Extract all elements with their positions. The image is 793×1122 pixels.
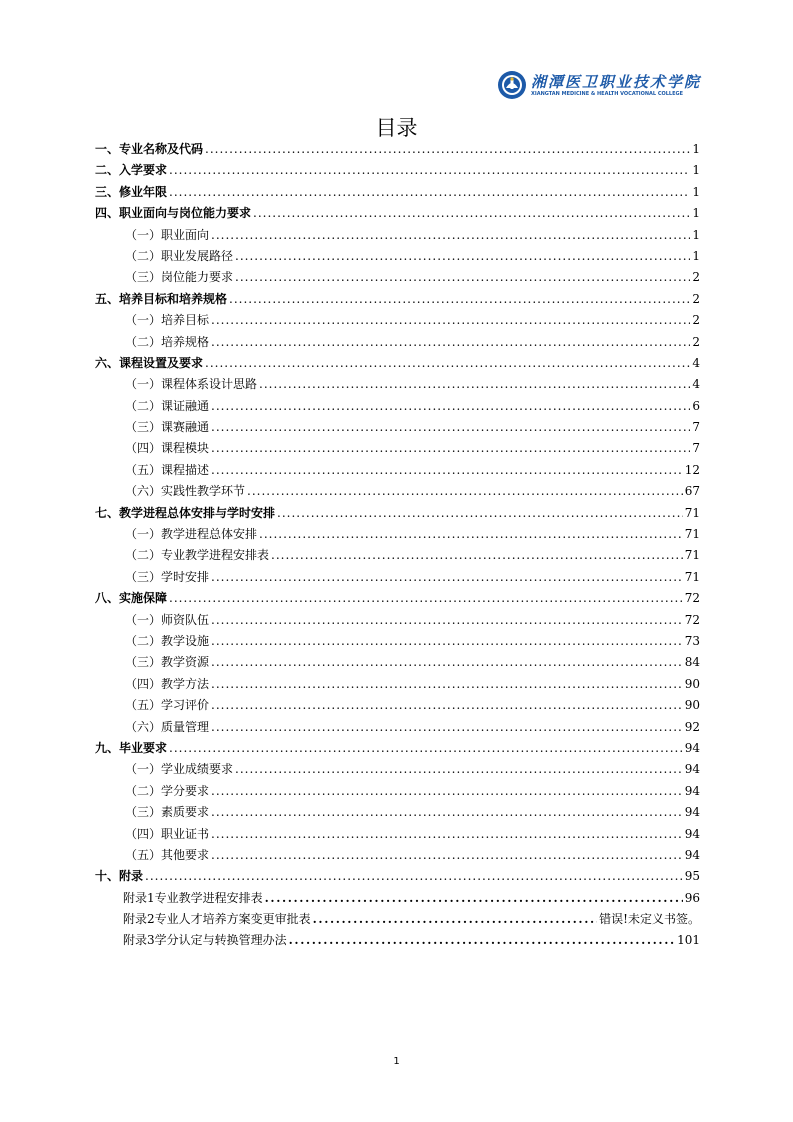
toc-entry-label: （三）教学资源 <box>125 655 210 670</box>
logo-chinese-name: 湘潭医卫职业技术学院 <box>531 73 702 91</box>
toc-entry-page: 94 <box>684 805 700 820</box>
toc-entry-label: 一、专业名称及代码 <box>95 142 204 156</box>
page-number: 1 <box>393 1056 400 1067</box>
toc-entry[interactable] <box>95 695 700 716</box>
toc-entry-label: 六、课程设置及要求 <box>95 355 204 370</box>
toc-entry-label: （三）学时安排 <box>125 569 210 584</box>
toc-entry[interactable] <box>95 374 700 395</box>
toc-dot-leader <box>145 866 683 887</box>
toc-dot-leader <box>235 246 690 267</box>
table-of-contents <box>95 139 700 952</box>
toc-entry[interactable] <box>95 631 700 652</box>
toc-entry-label: （五）学习评价 <box>125 698 210 713</box>
toc-entry[interactable] <box>95 438 700 459</box>
toc-entry[interactable] <box>95 866 700 887</box>
toc-dot-leader <box>169 160 690 181</box>
toc-dot-leader <box>211 460 683 481</box>
toc-dot-leader <box>211 802 683 823</box>
toc-entry[interactable] <box>95 674 700 695</box>
toc-entry-page: 12 <box>684 462 700 477</box>
toc-entry-page: 94 <box>684 740 700 755</box>
toc-entry-page: 1 <box>692 142 700 156</box>
toc-entry[interactable] <box>95 545 700 566</box>
toc-entry-page: 90 <box>684 676 700 691</box>
toc-dot-leader <box>253 203 690 224</box>
toc-dot-leader <box>169 588 683 609</box>
toc-dot-leader <box>205 139 690 160</box>
toc-entry-page: 71 <box>684 505 700 520</box>
toc-entry[interactable] <box>95 802 700 823</box>
toc-entry-label: 五、培养目标和培养规格 <box>95 291 228 306</box>
toc-entry-label: （六）实践性教学环节 <box>125 484 246 499</box>
toc-entry-label: （二）教学设施 <box>125 633 210 648</box>
toc-entry-label: （三）岗位能力要求 <box>125 270 234 285</box>
toc-entry-label: （二）培养规格 <box>125 334 210 349</box>
toc-dot-leader <box>313 909 598 930</box>
toc-entry-label: （二）课证融通 <box>125 398 210 413</box>
toc-entry-page: 92 <box>684 719 700 734</box>
toc-entry-label: （二）职业发展路径 <box>125 248 234 263</box>
toc-entry-page: 71 <box>684 548 700 563</box>
toc-entry-label: （一）职业面向 <box>125 227 210 242</box>
toc-entry-page: 94 <box>684 847 700 862</box>
toc-entry-label: （一）培养目标 <box>125 313 210 328</box>
toc-dot-leader <box>211 310 690 331</box>
toc-entry-label: 附录2专业人才培养方案变更审批表 <box>123 912 311 927</box>
toc-entry-label: （一）教学进程总体安排 <box>125 527 258 542</box>
toc-entry[interactable] <box>95 139 700 160</box>
toc-entry-page: 错误!未定义书签。 <box>599 912 700 927</box>
toc-entry[interactable] <box>95 738 700 759</box>
toc-entry-page: 4 <box>692 355 700 370</box>
toc-dot-leader <box>169 738 683 759</box>
toc-entry-label: （三）素质要求 <box>125 805 210 820</box>
college-emblem-icon <box>497 70 527 100</box>
toc-entry-page: 96 <box>684 890 700 905</box>
toc-entry-label: 四、职业面向与岗位能力要求 <box>95 206 252 221</box>
toc-entry-page: 1 <box>692 248 700 263</box>
toc-entry-page: 4 <box>692 377 700 392</box>
toc-dot-leader <box>259 524 683 545</box>
toc-entry-page: 71 <box>684 527 700 542</box>
logo-english-name: XIANGTAN MEDICINE & HEALTH VOCATIONAL COLLEGE <box>531 91 684 97</box>
toc-entry[interactable] <box>95 717 700 738</box>
toc-entry-label: （四）职业证书 <box>125 826 210 841</box>
toc-dot-leader <box>211 845 683 866</box>
toc-entry-label: （二）学分要求 <box>125 783 210 798</box>
toc-entry-label: （二）专业教学进程安排表 <box>125 548 270 563</box>
toc-entry-page: 7 <box>692 441 700 456</box>
toc-entry[interactable] <box>95 888 700 909</box>
toc-dot-leader <box>211 652 683 673</box>
toc-entry-label: 七、教学进程总体安排与学时安排 <box>95 505 276 520</box>
toc-dot-leader <box>259 374 690 395</box>
toc-entry-page: 72 <box>684 612 700 627</box>
toc-entry[interactable] <box>95 246 700 267</box>
toc-dot-leader <box>211 396 690 417</box>
toc-dot-leader <box>271 545 683 566</box>
toc-dot-leader <box>211 332 690 353</box>
toc-entry-label: 附录3学分认定与转换管理办法 <box>123 933 287 948</box>
college-logo <box>497 70 707 104</box>
toc-entry-page: 1 <box>692 206 700 221</box>
toc-entry-page: 73 <box>684 633 700 648</box>
toc-dot-leader <box>211 824 683 845</box>
toc-dot-leader <box>211 610 683 631</box>
toc-dot-leader <box>235 267 690 288</box>
toc-entry[interactable] <box>95 524 700 545</box>
toc-entry[interactable] <box>95 182 700 203</box>
toc-entry[interactable] <box>95 652 700 673</box>
toc-entry[interactable] <box>95 353 700 374</box>
toc-entry-page: 101 <box>677 933 700 948</box>
toc-entry-page: 1 <box>692 163 700 178</box>
toc-entry-page: 94 <box>684 762 700 777</box>
toc-entry[interactable] <box>95 267 700 288</box>
toc-entry[interactable] <box>95 332 700 353</box>
toc-dot-leader <box>289 930 675 951</box>
toc-entry-page: 71 <box>684 569 700 584</box>
toc-entry-label: （六）质量管理 <box>125 719 210 734</box>
toc-entry-label: （一）师资队伍 <box>125 612 210 627</box>
toc-entry[interactable] <box>95 845 700 866</box>
toc-dot-leader <box>211 438 690 459</box>
toc-entry-label: （一）课程体系设计思路 <box>125 377 258 392</box>
toc-entry-page: 1 <box>692 184 700 199</box>
toc-entry[interactable] <box>95 759 700 780</box>
toc-entry[interactable] <box>95 781 700 802</box>
toc-entry-page: 67 <box>684 484 700 499</box>
toc-entry-page: 1 <box>692 227 700 242</box>
toc-entry-page: 2 <box>692 334 700 349</box>
toc-entry-page: 6 <box>692 398 700 413</box>
toc-entry-label: （一）学业成绩要求 <box>125 762 234 777</box>
toc-entry[interactable] <box>95 930 700 951</box>
toc-entry-page: 2 <box>692 313 700 328</box>
toc-dot-leader <box>277 503 683 524</box>
toc-entry-label: 八、实施保障 <box>95 591 168 606</box>
toc-entry[interactable] <box>95 396 700 417</box>
toc-entry[interactable] <box>95 460 700 481</box>
toc-entry-page: 2 <box>692 291 700 306</box>
toc-entry-page: 94 <box>684 783 700 798</box>
toc-entry-label: 二、入学要求 <box>95 163 168 178</box>
toc-entry-label: 附录1专业教学进程安排表 <box>123 890 263 905</box>
toc-entry[interactable] <box>95 289 700 310</box>
toc-entry[interactable] <box>95 909 700 930</box>
toc-dot-leader <box>211 417 690 438</box>
toc-dot-leader <box>205 353 690 374</box>
toc-entry-page: 7 <box>692 420 700 435</box>
toc-entry-label: （三）课赛融通 <box>125 420 210 435</box>
toc-dot-leader <box>169 182 690 203</box>
toc-entry[interactable] <box>95 824 700 845</box>
toc-entry-label: （四）课程模块 <box>125 441 210 456</box>
toc-entry-page: 72 <box>684 591 700 606</box>
toc-entry-label: （四）教学方法 <box>125 676 210 691</box>
toc-entry[interactable] <box>95 417 700 438</box>
toc-dot-leader <box>265 888 683 909</box>
toc-entry-page: 84 <box>684 655 700 670</box>
toc-entry-label: （五）其他要求 <box>125 847 210 862</box>
toc-entry-page: 90 <box>684 698 700 713</box>
toc-entry[interactable] <box>95 160 700 181</box>
toc-entry-label: 九、毕业要求 <box>95 740 168 755</box>
toc-entry-label: 十、附录 <box>95 869 144 884</box>
toc-dot-leader <box>211 631 683 652</box>
toc-dot-leader <box>211 674 683 695</box>
toc-entry[interactable] <box>95 203 700 224</box>
toc-entry[interactable] <box>95 481 700 502</box>
toc-entry[interactable] <box>95 567 700 588</box>
toc-entry[interactable] <box>95 610 700 631</box>
toc-dot-leader <box>211 781 683 802</box>
toc-entry-page: 2 <box>692 270 700 285</box>
toc-dot-leader <box>235 759 683 780</box>
toc-dot-leader <box>211 717 683 738</box>
toc-dot-leader <box>211 225 690 246</box>
toc-entry-label: 三、修业年限 <box>95 184 168 199</box>
toc-entry-label: （五）课程描述 <box>125 462 210 477</box>
toc-dot-leader <box>211 567 683 588</box>
toc-entry-page: 95 <box>684 869 700 884</box>
toc-entry-page: 94 <box>684 826 700 841</box>
toc-dot-leader <box>229 289 690 310</box>
toc-entry[interactable] <box>95 310 700 331</box>
toc-entry[interactable] <box>95 225 700 246</box>
toc-entry[interactable] <box>95 503 700 524</box>
page-title: 目录 <box>375 116 418 140</box>
toc-dot-leader <box>247 481 683 502</box>
toc-entry[interactable] <box>95 588 700 609</box>
toc-dot-leader <box>211 695 683 716</box>
